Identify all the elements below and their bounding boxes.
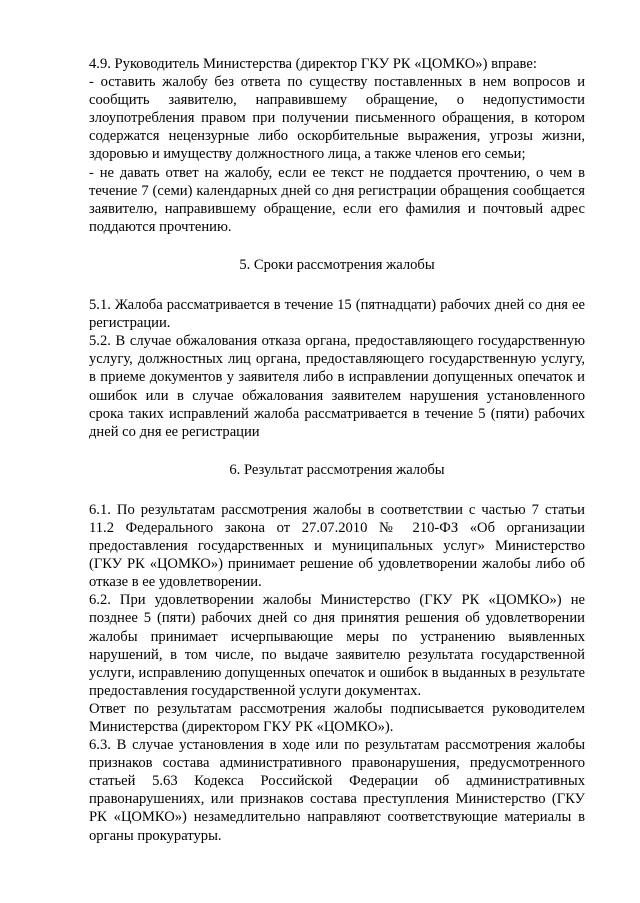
spacer bbox=[89, 441, 585, 461]
spacer bbox=[89, 274, 585, 296]
spacer bbox=[89, 236, 585, 256]
paragraph-6-2: 6.2. При удовлетворении жалобы Министерство (ГКУ РК «ЦОМКО») не позднее 5 (пяти) рабочих дней со дня принятия решения об удовлетворении жалобы принимает исчерпывающие меры по устранению выявленных нарушений, в том числе, по выдаче заявителю результата государственной услуги, исправлению допущенных опечаток и ошибок в выданных в результате предоставления государственной услуги документах. bbox=[89, 592, 585, 699]
paragraph-4-9-item-1: - оставить жалобу без ответа по существу поставленных в нем вопросов и сообщить заявителю, направившему обращение, о недопустимости злоупотребления правом при получении письменного обращения, в котором содержатся нецензурные либо оскорбительные выражения, угрозы жизни, здоровью и имуществу должностного лица, а также членов его семьи; bbox=[89, 74, 585, 163]
paragraph-6-1: 6.1. По результатам рассмотрения жалобы в соответствии с частью 7 статьи 11.2 Федерального закона от 27.07.2010 № 210-ФЗ «Об организации предоставления государственных и муниципальных услуг» Министерство (ГКУ РК «ЦОМКО») принимает решение об удовлетворении жалобы либо об отказе в ее удовлетворении. bbox=[89, 501, 585, 591]
paragraph-5-1: 5.1. Жалоба рассматривается в течение 15 (пятнадцати) рабочих дней со дня ее регистрации. bbox=[89, 297, 585, 332]
paragraph-6-2-signature: Ответ по результатам рассмотрения жалобы подписывается руководителем Министерства (директором ГКУ РК «ЦОМКО»). bbox=[89, 700, 585, 735]
section-6-heading: 6. Результат рассмотрения жалобы bbox=[229, 461, 445, 478]
paragraph-5-2: 5.2. В случае обжалования отказа органа, предоставляющего государственную услугу, должностных лиц органа, предоставляющего государственную услугу, в приеме документов у заявителя либо в исправлении допущенных опечаток и ошибок или в случае обжалования заявителем нарушения установленного срока таких исправлений жалоба рассматривается в течение 5 (пяти) рабочих дней со дня ее регистрации bbox=[89, 333, 585, 440]
paragraph-4-9-intro: 4.9. Руководитель Министерства (директор ГКУ РК «ЦОМКО») вправе: bbox=[89, 56, 537, 72]
paragraph-6-3: 6.3. В случае установления в ходе или по результатам рассмотрения жалобы признаков состава административного правонарушения, предусмотренного статьей 5.63 Кодекса Российской Федерации об административных правонарушениях, или признаков состава преступления Министерство (ГКУ РК «ЦОМКО») незамедлительно направляют соответствующие материалы в органы прокуратуры. bbox=[89, 737, 585, 844]
document-page bbox=[89, 55, 585, 845]
paragraph-4-9-item-2: - не давать ответ на жалобу, если ее текст не поддается прочтению, о чем в течение 7 (семи) календарных дней со дня регистрации обращения сообщается заявителю, направившему обращение, если его фамилия и почтовый адрес поддаются прочтению. bbox=[89, 164, 585, 235]
section-5-heading: 5. Сроки рассмотрения жалобы bbox=[239, 256, 435, 273]
spacer bbox=[89, 479, 585, 501]
